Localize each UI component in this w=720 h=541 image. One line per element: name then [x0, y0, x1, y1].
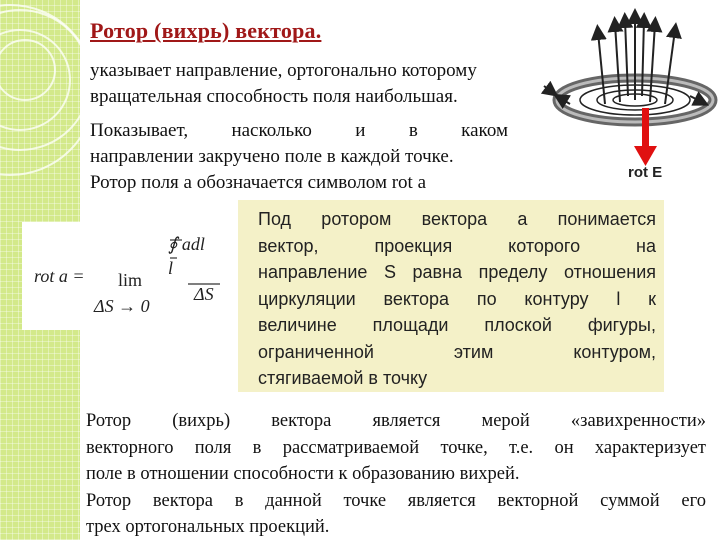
bottom-line: Ротор (вихрь) вектора является мерой «завихренности» [86, 411, 706, 431]
bottom-line: Ротор вектора в данной точке является векторной суммой его [86, 490, 706, 511]
definition-line: величине площади плоской фигуры, [258, 315, 656, 335]
definition-line: вектор, проекция которого на [258, 235, 656, 256]
slide-title: Ротор (вихрь) вектора. [90, 18, 322, 43]
rot-e-label: rot E [628, 164, 663, 181]
intro-line-1: указывает направление, ортогонально которому [90, 60, 477, 81]
bottom-paragraph [86, 408, 706, 541]
definition-box [238, 200, 664, 392]
intro-paragraph [90, 58, 540, 110]
definition-line: Под ротором вектора a понимается [258, 209, 656, 229]
formula-denominator: ΔS [194, 284, 214, 304]
shows-line-2: направлении закручено поле в каждой точке. [90, 146, 454, 167]
definition-line: направление S равна пределу отношения [258, 262, 656, 282]
vortex-illustration [530, 0, 720, 190]
formula-lhs: rot a = [34, 266, 85, 286]
formula-lim: lim [118, 270, 143, 290]
bottom-line: поле в отношении способности к образованию вихрей. [86, 464, 520, 484]
definition-line: стягиваемой в точку [258, 368, 428, 388]
shows-line-3: Ротор поля a обозначается символом rot a [90, 172, 427, 193]
definition-line: циркуляции вектора по контуру l к [258, 288, 656, 309]
formula-limit: ΔS → 0 [94, 296, 150, 316]
definition-text [258, 206, 656, 392]
formula-contour: l [168, 258, 174, 278]
rot-formula [22, 222, 224, 330]
intro-line-2: вращательная способность поля наибольшая. [90, 86, 458, 107]
field-arrows [598, 16, 675, 104]
shows-line-1: Показывает, насколько и в каком [90, 120, 508, 141]
shows-paragraph [90, 118, 508, 196]
formula-numerator: ∮ adl [168, 234, 205, 254]
definition-line: ограниченной этим контуром, [258, 341, 656, 362]
rot-arrow [634, 108, 657, 166]
bottom-line: трех ортогональных проекций. [86, 517, 330, 537]
bottom-line: векторного поля в рассматриваемой точке, т.е. он характеризует [86, 437, 706, 458]
